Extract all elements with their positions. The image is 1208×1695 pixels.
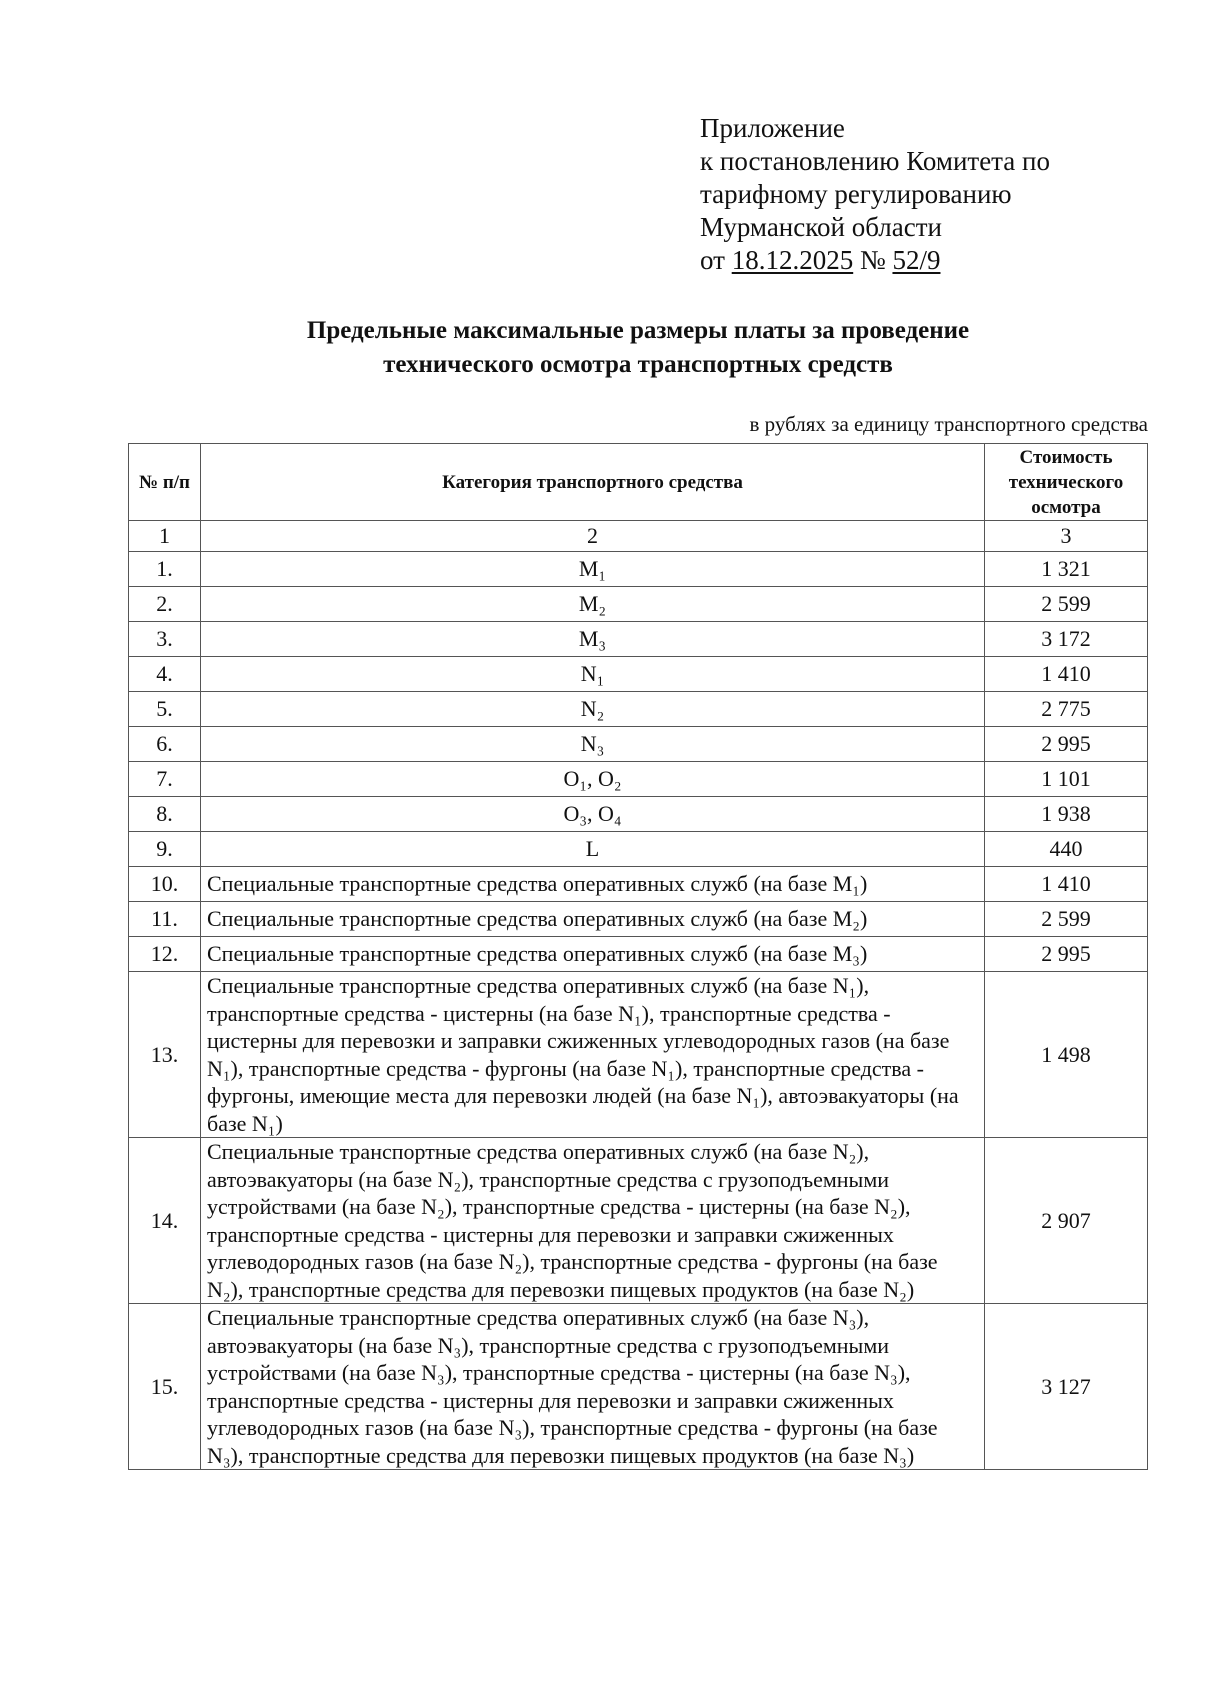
row-number: 14. — [129, 1138, 201, 1304]
units-caption: в рублях за единицу транспортного средства — [749, 412, 1148, 436]
row-cost: 2 907 — [985, 1138, 1148, 1304]
table-row — [129, 902, 1148, 937]
table-row — [129, 1304, 1148, 1470]
row-number: 4. — [129, 657, 201, 692]
appendix-resolution-line: к постановлению Комитета по — [700, 146, 1050, 176]
from-prefix: от — [700, 245, 725, 275]
row-number: 7. — [129, 762, 201, 797]
row-category: N₂ — [201, 692, 985, 727]
row-cost: 2 775 — [985, 692, 1148, 727]
document-title — [128, 314, 1148, 382]
row-category: Специальные транспортные средства оперативных служб (на базе M₂) — [201, 902, 985, 937]
appendix-committee-line: тарифному регулированию — [700, 179, 1012, 209]
row-category: M₁ — [201, 552, 985, 587]
row-cost: 1 498 — [985, 972, 1148, 1138]
row-number: 13. — [129, 972, 201, 1138]
row-cost: 1 410 — [985, 657, 1148, 692]
row-cost: 1 410 — [985, 867, 1148, 902]
table-row — [129, 622, 1148, 657]
row-category: Специальные транспортные средства оперативных служб (на базе M₁) — [201, 867, 985, 902]
table-row — [129, 937, 1148, 972]
row-number: 12. — [129, 937, 201, 972]
row-number: 8. — [129, 797, 201, 832]
row-number: 6. — [129, 727, 201, 762]
column-number-row — [129, 521, 1148, 552]
row-category: O₁, O₂ — [201, 762, 985, 797]
row-category: N₃ — [201, 727, 985, 762]
appendix-date-line — [700, 244, 1050, 277]
column-number-2: 2 — [201, 521, 985, 552]
row-number: 1. — [129, 552, 201, 587]
table-row — [129, 867, 1148, 902]
table-row — [129, 727, 1148, 762]
table-row — [129, 692, 1148, 727]
row-number: 2. — [129, 587, 201, 622]
row-number: 11. — [129, 902, 201, 937]
table-row — [129, 552, 1148, 587]
resolution-date: 18.12.2025 — [731, 245, 854, 275]
row-category: Специальные транспортные средства оперативных служб (на базе N₁), транспортные средства - цистерны (на базе N₁), транспортные средства - цистерны для перевозки и заправки сжиженных углеводородных газов (на базе N₁), транспортные средства - фургоны (на базе N₁), транспортные средства - фургоны, имеющие места для перевозки людей (на базе N₁), автоэвакуаторы (на базе N₁) — [201, 972, 985, 1138]
row-cost: 2 599 — [985, 902, 1148, 937]
number-sign: № — [859, 245, 886, 275]
table-row — [129, 587, 1148, 622]
row-number: 5. — [129, 692, 201, 727]
row-cost: 1 321 — [985, 552, 1148, 587]
row-category: Специальные транспортные средства оперативных служб (на базе N₃), автоэвакуаторы (на базе N₃), транспортные средства с грузоподъемными устройствами (на базе N₃), транспортные средства - цистерны (на базе N₃), транспортные средства - цистерны для перевозки и заправки сжиженных углеводородных газов (на базе N₃), транспортные средства - фургоны (на базе N₃), транспортные средства для перевозки пищевых продуктов (на базе N₃) — [201, 1304, 985, 1470]
row-category: M₃ — [201, 622, 985, 657]
header-number: № п/п — [129, 444, 201, 521]
row-cost: 2 995 — [985, 727, 1148, 762]
table-row — [129, 797, 1148, 832]
column-number-3: 3 — [985, 521, 1148, 552]
table-header-row — [129, 444, 1148, 521]
table-row — [129, 1138, 1148, 1304]
row-cost: 3 127 — [985, 1304, 1148, 1470]
table-row — [129, 657, 1148, 692]
table-row — [129, 832, 1148, 867]
resolution-number: 52/9 — [892, 245, 941, 275]
row-number: 3. — [129, 622, 201, 657]
header-category: Категория транспортного средства — [201, 444, 985, 521]
row-category: Специальные транспортные средства оперативных служб (на базе M₃) — [201, 937, 985, 972]
header-cost: Стоимость технического осмотра — [985, 444, 1148, 521]
appendix-region-line: Мурманской области — [700, 212, 942, 242]
row-number: 9. — [129, 832, 201, 867]
row-category: Специальные транспортные средства оперативных служб (на базе N₂), автоэвакуаторы (на базе N₂), транспортные средства с грузоподъемными устройствами (на базе N₂), транспортные средства - цистерны (на базе N₂), транспортные средства - цистерны для перевозки и заправки сжиженных углеводородных газов (на базе N₂), транспортные средства - фургоны (на базе N₂), транспортные средства для перевозки пищевых продуктов (на базе N₂) — [201, 1138, 985, 1304]
row-category: N₁ — [201, 657, 985, 692]
column-number-1: 1 — [129, 521, 201, 552]
title-line-2: технического осмотра транспортных средств — [383, 351, 893, 378]
title-line-1: Предельные максимальные размеры платы за проведение — [306, 317, 970, 344]
table-row — [129, 972, 1148, 1138]
row-category: O₃, O₄ — [201, 797, 985, 832]
appendix-header — [700, 112, 1050, 277]
row-category: L — [201, 832, 985, 867]
row-cost: 3 172 — [985, 622, 1148, 657]
row-cost: 1 938 — [985, 797, 1148, 832]
row-category: M₂ — [201, 587, 985, 622]
fees-table — [128, 443, 1148, 1470]
table-row — [129, 762, 1148, 797]
row-cost: 2 599 — [985, 587, 1148, 622]
appendix-label: Приложение — [700, 113, 845, 143]
row-cost: 440 — [985, 832, 1148, 867]
row-number: 10. — [129, 867, 201, 902]
row-number: 15. — [129, 1304, 201, 1470]
row-cost: 1 101 — [985, 762, 1148, 797]
row-cost: 2 995 — [985, 937, 1148, 972]
